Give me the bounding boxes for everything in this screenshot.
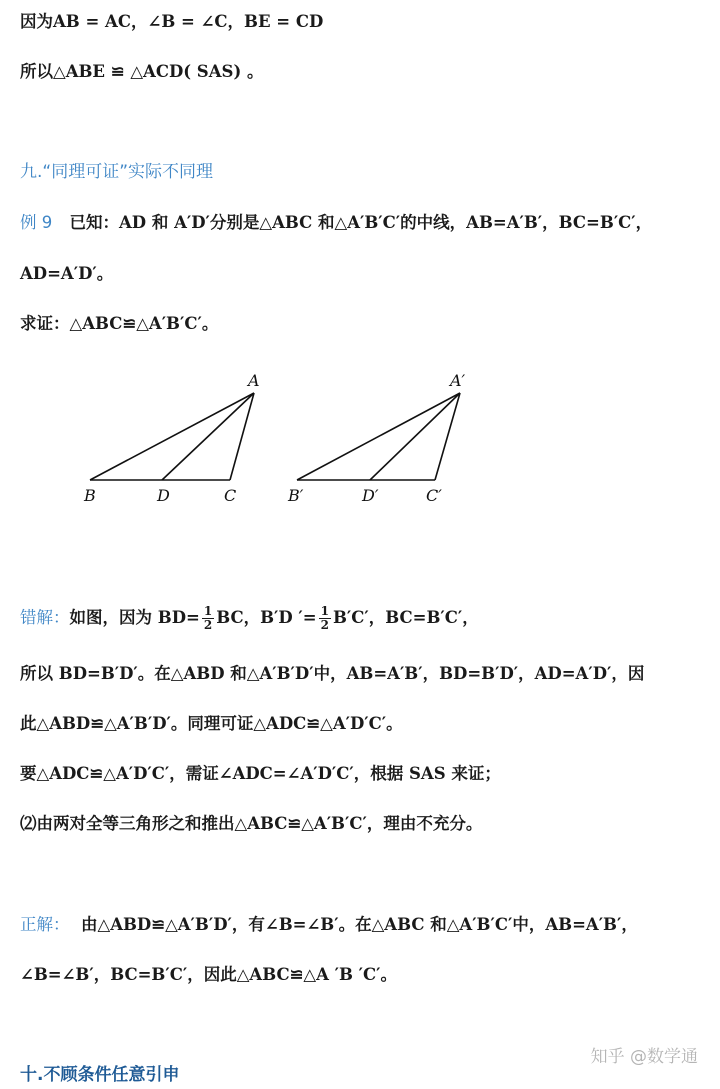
wrong-solution-line-2: 所以 BD=B′D′。在△ABD 和△A′B′D′中，AB=A′B′，BD=B′D′，AD=A′D′，因 — [20, 664, 645, 683]
example-9-line-2: AD=A′D′。 — [20, 264, 114, 283]
correct-solution-line-2: ∠B=∠B′，BC=B′C′，因此△ABC≌△A ′B ′C′。 — [20, 965, 398, 984]
wrong-solution-line-1 — [20, 604, 479, 632]
wrong-solution-line-5: ⑵由两对全等三角形之和推出△ABC≌△A′B′C′，理由不充分。 — [20, 814, 483, 833]
segment-ab — [90, 393, 254, 480]
correct-text-1: 由△ABD≌△A′B′D′，有∠B=∠B′。在△ABC 和△A′B′C′中，AB=A′B′， — [81, 915, 638, 934]
fraction-half-2: $\frac{1}{2}$ — [320, 604, 329, 632]
triangle-abc — [90, 393, 254, 480]
example-condition: 已知：AD 和 A′D′分别是△ABC 和△A′B′C′的中线，AB=A′B′，BC=B′C′， — [69, 213, 653, 232]
correct-solution-label: 正解： — [20, 915, 70, 934]
example-label: 例 9 — [20, 213, 53, 232]
proof-line-1: 因为AB = AC，∠B = ∠C，BE = CD — [20, 12, 324, 31]
segment-a-prime-b-prime — [297, 393, 460, 480]
median-ad — [162, 393, 254, 480]
fraction-half-1: $\frac{1}{2}$ — [203, 604, 213, 632]
label-c: C — [224, 486, 237, 505]
label-d: D — [157, 486, 170, 505]
example-9-line-1 — [20, 209, 652, 233]
watermark: 知乎 @数学通 — [590, 1047, 698, 1067]
segment-ac — [230, 393, 254, 480]
median-a-prime-d-prime — [370, 393, 460, 480]
example-9-goal: 求证：△ABC≌△A′B′C′。 — [20, 314, 219, 333]
label-c-prime: C′ — [426, 486, 442, 505]
wrong-solution-line-3: 此△ABD≌△A′B′D′。同理可证△ADC≌△A′D′C′。 — [20, 714, 403, 733]
proof-line-2: 所以△ABE ≌ △ACD( SAS) 。 — [20, 62, 264, 81]
wrong-text-c: B′C′，BC=B′C′， — [332, 608, 479, 627]
section-9-title: 九.“同理可证”实际不同理 — [20, 162, 214, 182]
triangle-figure — [70, 360, 490, 510]
wrong-solution-line-4: 要△ADC≌△A′D′C′，需证∠ADC=∠A′D′C′，根据 SAS 来证； — [20, 764, 501, 783]
label-d-prime: D′ — [362, 486, 379, 505]
section-10-title: 十.不顾条件任意引申 — [20, 1065, 180, 1085]
label-b-prime: B′ — [288, 486, 304, 505]
label-a-prime: A′ — [450, 371, 466, 390]
wrong-solution-label: 错解： — [20, 608, 70, 627]
wrong-text-a: 如图，因为 BD= — [69, 608, 200, 627]
wrong-text-b: BC，B′D ′= — [216, 608, 317, 627]
correct-solution-line-1 — [20, 911, 638, 935]
triangle-a-prime-b-prime-c-prime — [297, 393, 460, 480]
label-b: B — [84, 486, 96, 505]
label-a: A — [248, 371, 260, 390]
